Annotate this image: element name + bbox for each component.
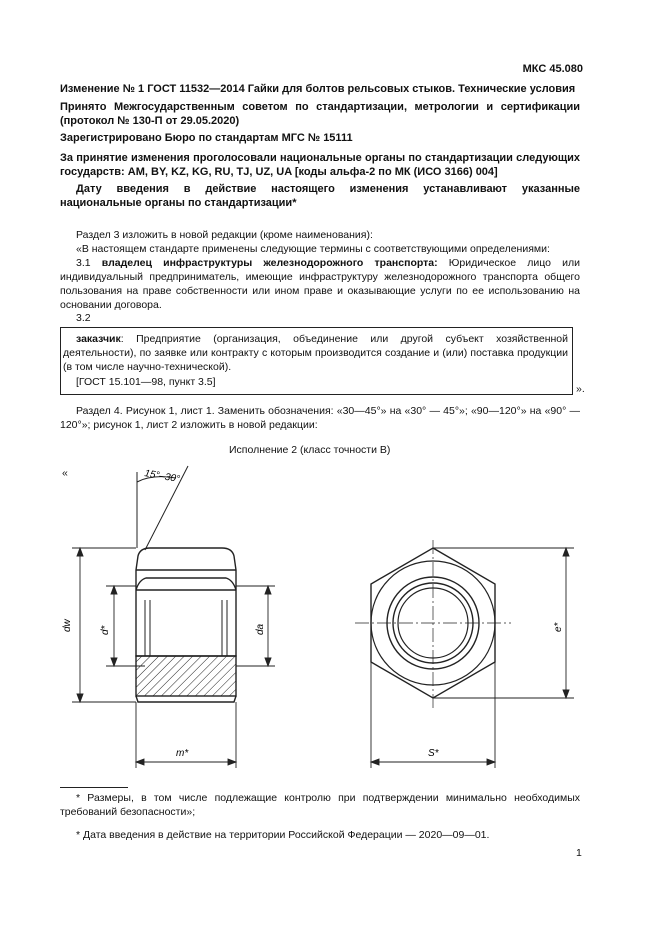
dim-da: da	[255, 623, 266, 635]
change-title: Изменение № 1 ГОСТ 11532—2014 Гайки для болтов рельсовых стыков. Технические условия	[60, 83, 576, 95]
nut-side-view	[136, 548, 236, 702]
nut-top-view	[355, 540, 511, 708]
box-closing-quote: ».	[576, 383, 585, 395]
term-3-2-num: 3.2	[76, 312, 91, 324]
top-dimensions	[371, 548, 574, 768]
term-3-1-term: владелец инфраструктуры железнодорожного транспорта:	[101, 257, 438, 269]
footnote-divider	[60, 787, 128, 788]
voted-text: За принятие изменения проголосовали национальные органы по стандартизации следующих государств: AM, BY, KZ, KG, RU, TJ, UZ, UA [коды альфа-2 по МК (ИСО 3166) 004]	[60, 152, 580, 178]
terms-intro: «В настоящем стандарте применены следующие термины с соответствующими определениями:	[76, 243, 550, 255]
footnote-2: * Дата введения в действие на территории Российской Федерации — 2020—09—01.	[76, 829, 490, 841]
term-3-1-definition: Юридическое лицо или индивидуальный предприниматель, имеющие инфраструктуру железнодорожного транспорта общего пользования на праве собственности или ином праве и оказывающие услуги по ее использованию на основании договора.	[60, 257, 581, 311]
dim-dw: dw	[62, 619, 73, 632]
dim-m: m*	[176, 748, 189, 759]
figure-caption: Исполнение 2 (класс точности В)	[229, 444, 391, 456]
adopted-text: Принято Межгосударственным советом по стандартизации, метрологии и сертификации (протокол № 130-П от 29.05.2020)	[60, 101, 580, 127]
dim-s: S*	[428, 748, 439, 759]
figure-open-quote: «	[62, 467, 68, 479]
page-number: 1	[576, 847, 582, 859]
section4-instruction: Раздел 4. Рисунок 1, лист 1. Заменить обозначения: «30—45°» на «30° — 45°»; «90—120°» на «90° — 120°»; рисунок 1, лист 2 изложить в новой редакции:	[60, 405, 580, 431]
hatched-section	[136, 656, 236, 696]
standard-code: МКС 45.080	[522, 63, 583, 75]
effective-date-text: Дату введения в действие настоящего изменения устанавливают указанные национальные органы по стандартизации*	[60, 183, 580, 209]
section3-instruction: Раздел 3 изложить в новой редакции (кроме наименования):	[76, 229, 373, 241]
angle-label: 15°–30°	[143, 468, 181, 486]
box-term: заказчик	[76, 333, 121, 345]
box-reference: [ГОСТ 15.101—98, пункт 3.5]	[76, 376, 216, 388]
registered-text: Зарегистрировано Бюро по стандартам МГС № 15111	[60, 132, 353, 144]
box-definition: : Предприятие (организация, объединение или другой субъект хозяйственной деятельности), по заявке или контракту с которым производится создание и (или) поставка продукции (в том числе научно-технической).	[63, 333, 568, 373]
term-3-1-num: 3.1	[76, 257, 102, 269]
dim-d: d*	[100, 625, 111, 635]
dim-e: e*	[553, 622, 564, 632]
footnote-1: * Размеры, в том числе подлежащие контролю при подтверждении минимально необходимых требований безопасности»;	[60, 792, 580, 818]
